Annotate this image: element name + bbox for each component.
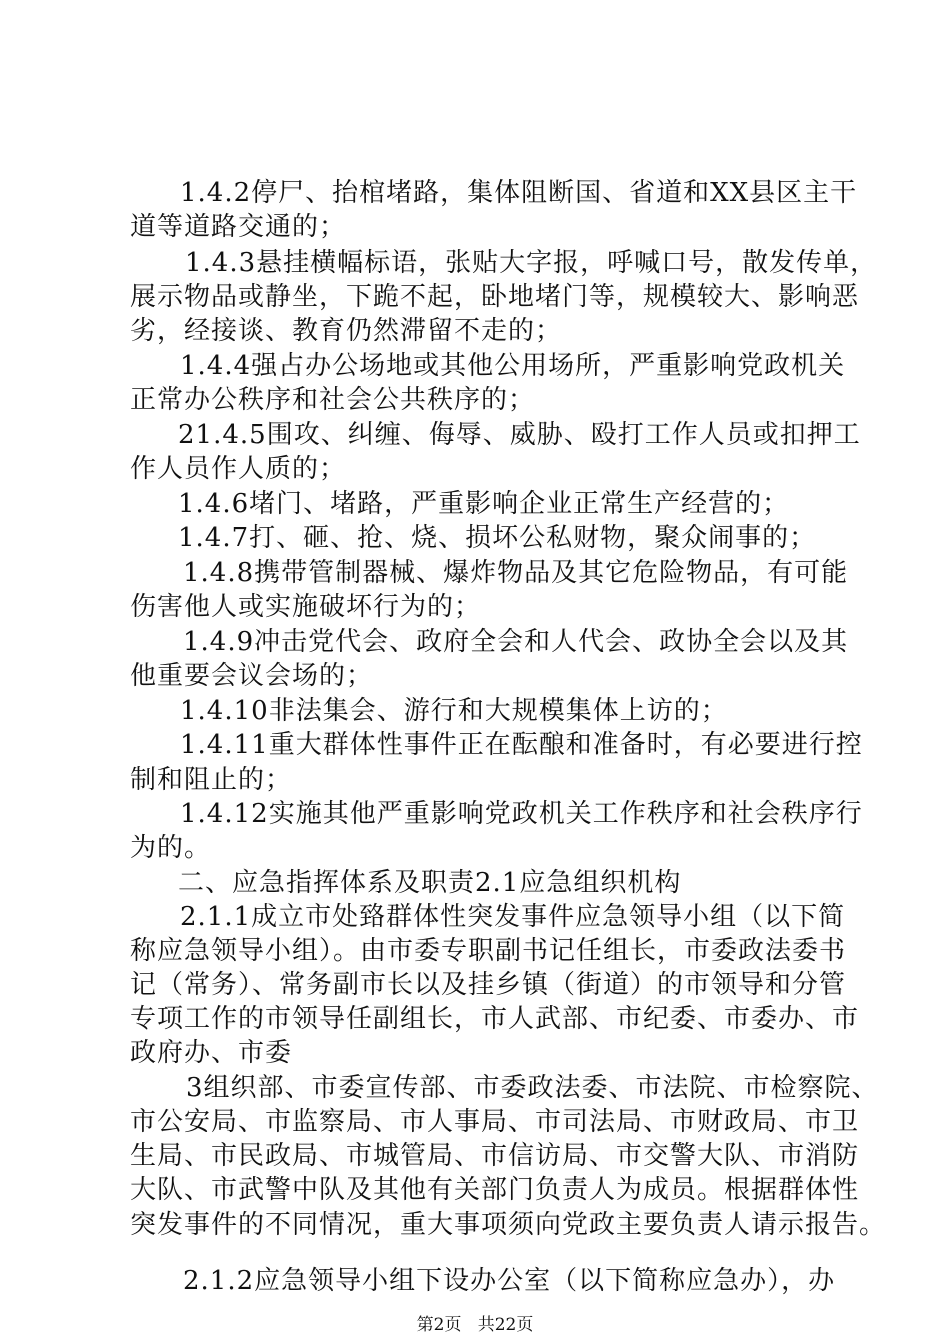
text-line: 21.4.5围攻、纠缠、侮辱、威胁、殴打工作人员或扣押工 xyxy=(178,420,861,450)
text-line: 道等道路交通的； xyxy=(130,212,347,242)
page-number: 第2页 xyxy=(416,1315,462,1335)
text-line: 称应急领导小组）。由市委专职副书记任组长，市委政法委书 xyxy=(130,936,847,966)
text-line: 1.4.2停尸、抬棺堵路，集体阻断国、省道和XX县区主干 xyxy=(180,178,858,208)
text-line: 劣，经接谈、教育仍然滞留不走的； xyxy=(130,316,563,346)
text-line: 1.4.8携带管制器械、爆炸物品及其它危险物品，有可能 xyxy=(183,558,849,588)
text-line: 1.4.6堵门、堵路，严重影响企业正常生产经营的； xyxy=(178,489,790,519)
text-line: 1.4.7打、砸、抢、烧、损坏公私财物，聚众闹事的； xyxy=(178,523,817,553)
text-line: 1.4.11重大群体性事件正在酝酿和准备时，有必要进行控 xyxy=(180,730,863,760)
text-line: 作人员作人质的； xyxy=(130,454,347,484)
text-line: 突发事件的不同情况，重大事项须向党政主要负责人请示报告。 xyxy=(130,1210,887,1240)
text-line: 正常办公秩序和社会公共秩序的； xyxy=(130,385,536,415)
text-line: 政府办、市委 xyxy=(130,1038,293,1068)
text-line: 2.1.1成立市处臵群体性突发事件应急领导小组（以下简 xyxy=(180,902,846,932)
text-line: 大队、市武警中队及其他有关部门负责人为成员。根据群体性 xyxy=(130,1175,860,1205)
text-line: 1.4.3悬挂横幅标语，张贴大字报，呼喊口号，散发传单， xyxy=(185,248,878,278)
text-line: 市公安局、市监察局、市人事局、市司法局、市财政局、市卫 xyxy=(130,1107,860,1137)
text-line: 生局、市民政局、市城管局、市信访局、市交警大队、市消防 xyxy=(130,1141,860,1171)
text-line: 1.4.12实施其他严重影响党政机关工作秩序和社会秩序行 xyxy=(180,799,863,829)
text-line: 1.4.9冲击党代会、政府全会和人代会、政协全会以及其 xyxy=(183,627,849,657)
page-footer xyxy=(0,1314,950,1336)
text-line: 展示物品或静坐，下跪不起，卧地堵门等，规模较大、影响恶 xyxy=(130,282,860,312)
text-line: 他重要会议会场的； xyxy=(130,661,374,691)
text-line: 专项工作的市领导任副组长，市人武部、市纪委、市委办、市 xyxy=(130,1004,860,1034)
text-line: 2.1.2应急领导小组下设办公室（以下简称应急办），办 xyxy=(183,1266,836,1296)
text-line: 记（常务）、常务副市长以及挂乡镇（街道）的市领导和分管 xyxy=(130,970,847,1000)
text-line: 1.4.10非法集会、游行和大规模集体上访的； xyxy=(180,696,728,726)
text-line: 1.4.4强占办公场地或其他公用场所，严重影响党政机关 xyxy=(180,351,846,381)
section-heading: 二、应急指挥体系及职责2.1应急组织机构 xyxy=(178,868,682,898)
text-line: 制和阻止的； xyxy=(130,765,293,795)
page-total: 共22页 xyxy=(477,1315,534,1335)
text-line: 3组织部、市委宣传部、市委政法委、市法院、市检察院、 xyxy=(186,1073,879,1103)
text-line: 为的。 xyxy=(130,833,212,863)
text-line: 伤害他人或实施破坏行为的； xyxy=(130,592,482,622)
